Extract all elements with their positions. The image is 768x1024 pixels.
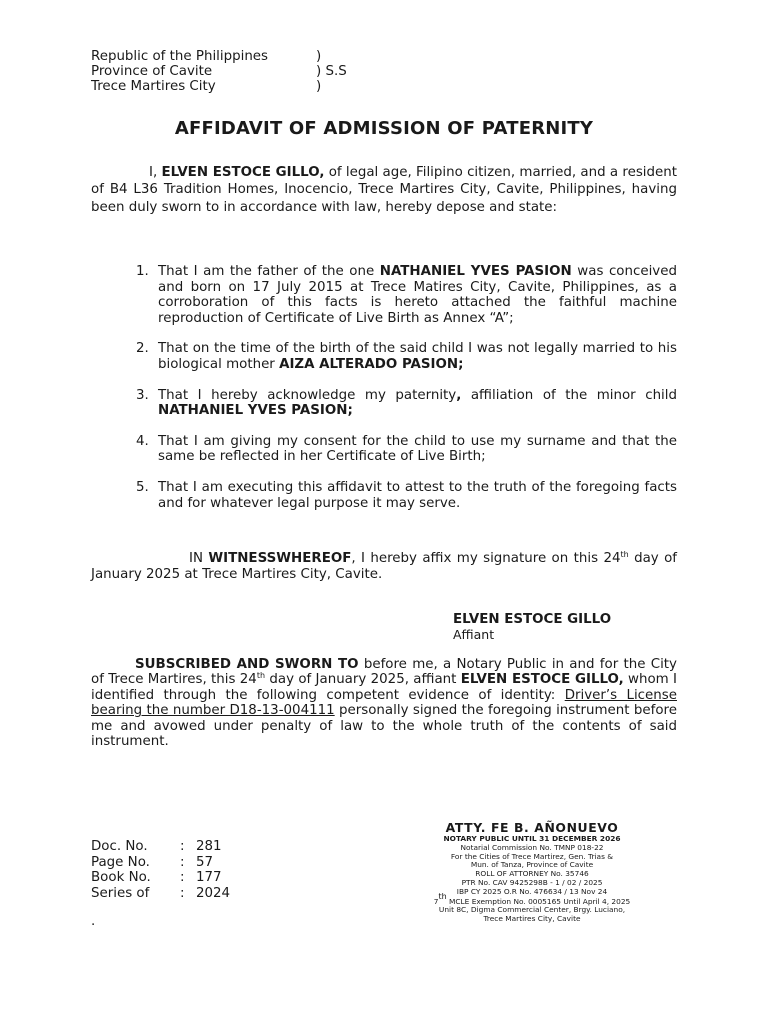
register-row: [91, 870, 222, 886]
fact-text: That I hereby acknowledge my paternity: [158, 387, 457, 403]
register-value: 57: [196, 854, 214, 870]
fact-text: That I am giving my consent for the child to use my surname and that the same be reflected in her Certificate of Live Birth;: [158, 433, 677, 465]
mcle-number: 7: [433, 896, 439, 906]
notarial-register-block: [91, 839, 231, 901]
fact-text: That on the time of the birth of the said child I was not legally married to his biological mother: [158, 341, 677, 372]
venue-line: [91, 49, 322, 64]
witness-paragraph: [91, 551, 677, 583]
trailing-dot: .: [91, 914, 96, 929]
notary-line: PTR No. CAV 9425298B - 1 / 02 / 2025: [461, 877, 603, 887]
register-row: [91, 885, 231, 902]
witness-bold: WITNESSWHEREOF: [208, 551, 352, 566]
fact-item: [91, 341, 677, 372]
jurat-paragraph: [91, 657, 677, 749]
witness-mid: , I hereby affix my signature on this: [351, 551, 604, 566]
witness-day: 24: [603, 551, 621, 566]
jurat-text: before me, a Notary Public in and for the City of Trece Martires, this 24: [91, 657, 677, 688]
jurat-text: day of January 2025, affiant: [265, 672, 461, 688]
fact-text: That I am the father of the one: [158, 264, 380, 279]
venue-paren: ) S.S: [316, 64, 347, 79]
register-colon: :: [180, 885, 185, 901]
affiant-label: Affiant: [453, 627, 495, 642]
notary-address-line: Unit 8C, Digma Commercial Center, Brgy. Luciano,: [438, 905, 626, 915]
notary-line: Mun. of Tanza, Province of Cavite: [470, 860, 594, 870]
fact-text: That I am executing this affidavit to attest to the truth of the foregoing facts and for whatever legal purpose it may serve.: [158, 479, 677, 511]
jurat-bold: SUBSCRIBED AND SWORN TO: [135, 657, 359, 672]
fact-number: 5.: [136, 479, 149, 495]
fact-item: [91, 480, 677, 511]
notary-line: For the Cities of Trece Martirez, Gen. Trias &: [450, 851, 614, 861]
fact-text: affiliation of the minor child: [461, 387, 677, 403]
mcle-text: MCLE Exemption No. 0005165 Until April 4, 2025: [446, 896, 631, 906]
register-colon: :: [180, 839, 185, 854]
register-colon: :: [180, 854, 185, 870]
register-row: [91, 839, 222, 855]
register-label: Book No.: [91, 870, 151, 886]
fact-bold: ,: [456, 387, 462, 403]
register-label: Page No.: [91, 854, 150, 870]
witness-in: IN: [189, 551, 209, 566]
notary-line: ROLL OF ATTORNEY No. 35746: [475, 869, 589, 879]
document-title: AFFIDAVIT OF ADMISSION OF PATERNITY: [174, 118, 594, 139]
venue-place: Province of Cavite: [91, 64, 213, 79]
fact-number: 4.: [136, 433, 149, 449]
register-value: 2024: [196, 885, 231, 901]
venue-paren: ): [316, 79, 322, 94]
identity-document: Driver’s License bearing the number D18-13-004111: [91, 687, 677, 719]
venue-place: Republic of the Philippines: [91, 49, 269, 64]
notary-block: [412, 821, 652, 924]
venue-line: [91, 64, 347, 79]
register-row: [91, 854, 214, 871]
jurat-ordinal: th: [256, 671, 266, 681]
notary-address-line: Trece Martires City, Cavite: [483, 914, 581, 924]
fact-item: [91, 264, 677, 326]
venue-block: [91, 49, 347, 94]
register-value: 281: [196, 839, 222, 854]
notary-line: Notarial Commission No. TMNP 018-22: [460, 842, 604, 852]
notary-commission-until: NOTARY PUBLIC UNTIL 31 DECEMBER 2026: [443, 834, 621, 843]
facts-list: [91, 264, 677, 526]
register-label: Series of: [91, 885, 150, 901]
fact-bold: NATHANIEL YVES PASION;: [158, 403, 353, 419]
fact-number: 2.: [136, 341, 149, 357]
jurat-affiant-name: ELVEN ESTOCE GILLO,: [460, 672, 624, 688]
fact-item: [91, 434, 677, 465]
fact-bold: NATHANIEL YVES PASION: [379, 264, 572, 279]
notary-name: ATTY. FE B. AÑONUEVO: [445, 820, 619, 835]
jurat-text: personally signed the foregoing instrument before me and avowed under penalty of law to the whole truth of the contents of said instrument.: [91, 703, 677, 750]
witness-ordinal: th: [620, 550, 629, 559]
fact-item: [91, 388, 677, 419]
notary-line: IBP CY 2025 O.R No. 476634 / 13 Nov 24: [456, 886, 608, 896]
fact-bold: AIZA ALTERADO PASION;: [279, 356, 464, 372]
intro-pre: I,: [149, 165, 162, 180]
intro-paragraph: [91, 164, 677, 216]
jurat-text: whom I identified through the following competent evidence of identity:: [91, 672, 677, 703]
venue-line: [91, 79, 322, 94]
register-label: Doc. No.: [91, 839, 148, 854]
affiant-name-inline: ELVEN ESTOCE GILLO,: [161, 165, 325, 180]
witness-rest: day of January 2025 at Trece Martires City, Cavite.: [91, 551, 677, 582]
affiant-signature-name: ELVEN ESTOCE GILLO: [453, 612, 612, 627]
fact-number: 1.: [136, 264, 149, 279]
intro-post: of legal age, Filipino citizen, married, and a resident of B4 L36 Tradition Homes, Inocencio, Trece Martires City, Cavite, Philippines, having been duly sworn to in accordance with law, hereby depose and state:: [91, 165, 677, 215]
register-colon: :: [180, 870, 185, 886]
mcle-ordinal: th: [438, 891, 447, 901]
venue-paren: ): [316, 49, 322, 64]
register-value: 177: [196, 870, 222, 886]
fact-text: was conceived and born on 17 July 2015 at Trece Matires City, Cavite, Philippines, as a corroboration of this facts is hereto attached the faithful machine reproduction of Certificate of Live Birth as Annex “A”;: [158, 264, 677, 326]
fact-number: 3.: [136, 387, 149, 403]
venue-place: Trece Martires City: [91, 79, 216, 94]
